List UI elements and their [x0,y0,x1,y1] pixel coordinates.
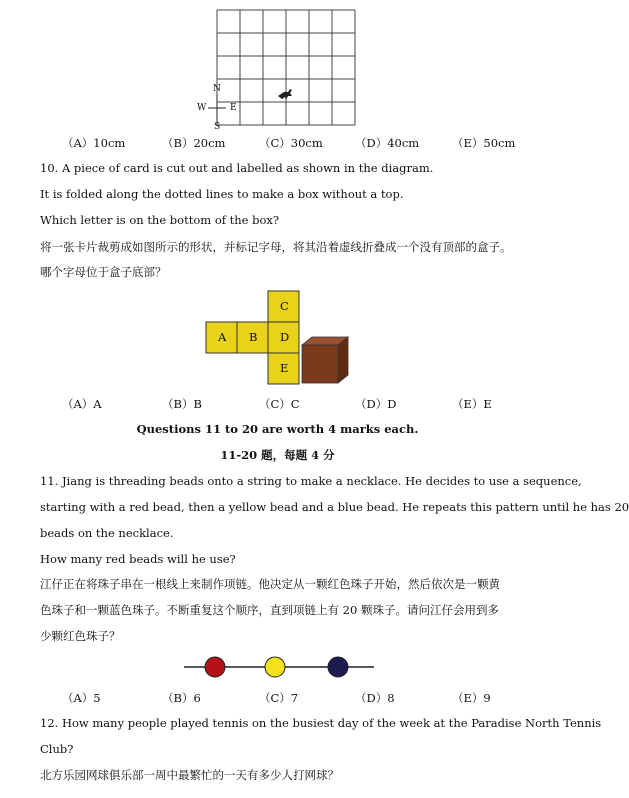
q12-text-1: 12. How many people played tennis on the busiest day of the week at the Paradise North Tennis [40,716,602,730]
section-heading-zh: 11-20 题，每题 4 分 [220,448,335,462]
red-bead-icon [205,657,225,677]
compass [194,86,240,130]
net-label-d: D [280,330,290,344]
q10-text-2: It is folded along the dotted lines to make a box without a top. [40,187,404,201]
q9-option-d[interactable]: （D）40cm [355,136,420,150]
q11-option-e[interactable]: （E）9 [452,691,491,705]
q9-option-a[interactable]: （A）10cm [62,136,126,150]
net-label-a: A [218,330,227,344]
q11-option-c[interactable]: （C）7 [259,691,299,705]
net-label-b: B [249,330,258,344]
compass-east: E [230,103,237,113]
animal-icon [278,89,292,100]
q10-option-a[interactable]: （A）A [62,397,102,411]
q11-text-1: 11. Jiang is threading beads onto a string to make a necklace. He decides to use a sequence, [40,474,582,488]
q11-option-b[interactable]: （B）6 [162,691,201,705]
q10-text-zh-2: 哪个字母位于盒子底部？ [40,265,167,279]
q9-option-b[interactable]: （B）20cm [162,136,226,150]
card-net-figure [206,289,356,387]
compass-west: W [197,103,207,113]
q10-option-c[interactable]: （C）C [259,397,300,411]
section-heading-en: Questions 11 to 20 are worth 4 marks each. [136,422,419,436]
compass-south: S [214,122,221,132]
net-label-e: E [280,361,289,375]
beads-figure [180,653,380,681]
q10-option-b[interactable]: （B）B [162,397,202,411]
q9-option-c[interactable]: （C）30cm [259,136,323,150]
q12-text-2: Club? [40,742,74,756]
q10-text-zh-1: 将一张卡片裁剪成如图所示的形状，并标记字母，将其沿着虚线折叠成一个没有顶部的盒子。 [40,240,512,254]
q11-text-4: How many red beads will he use? [40,552,236,566]
q10-option-e[interactable]: （E）E [452,397,492,411]
open-box-icon [302,337,348,383]
q11-text-zh-3: 少颗红色珠子？ [40,629,121,643]
q10-option-d[interactable]: （D）D [355,397,397,411]
q12-text-zh-1: 北方乐园网球俱乐部一周中最繁忙的一天有多少人打网球？ [40,768,339,782]
q10-text-3: Which letter is on the bottom of the box? [40,213,280,227]
q11-text-zh-1: 江仔正在将珠子串在一根线上来制作项链。他决定从一颗红色珠子开始，然后依次是一颗黄 [40,577,500,591]
blue-bead-icon [328,657,348,677]
q11-option-d[interactable]: （D）8 [355,691,395,705]
q11-text-2: starting with a red bead, then a yellow bead and a blue bead. He repeats this pattern until he has 20 [40,500,629,514]
compass-north: N [213,84,221,94]
yellow-bead-icon [265,657,285,677]
q11-option-a[interactable]: （A）5 [62,691,101,705]
net-label-c: C [280,299,289,313]
q9-option-e[interactable]: （E）50cm [452,136,516,150]
q10-text-1: 10. A piece of card is cut out and labelled as shown in the diagram. [40,161,434,175]
q11-text-zh-2: 色珠子和一颗蓝色珠子。不断重复这个顺序，直到项链上有 20 颗珠子。请问江仔会用到多 [40,603,499,617]
q11-text-3: beads on the necklace. [40,526,174,540]
